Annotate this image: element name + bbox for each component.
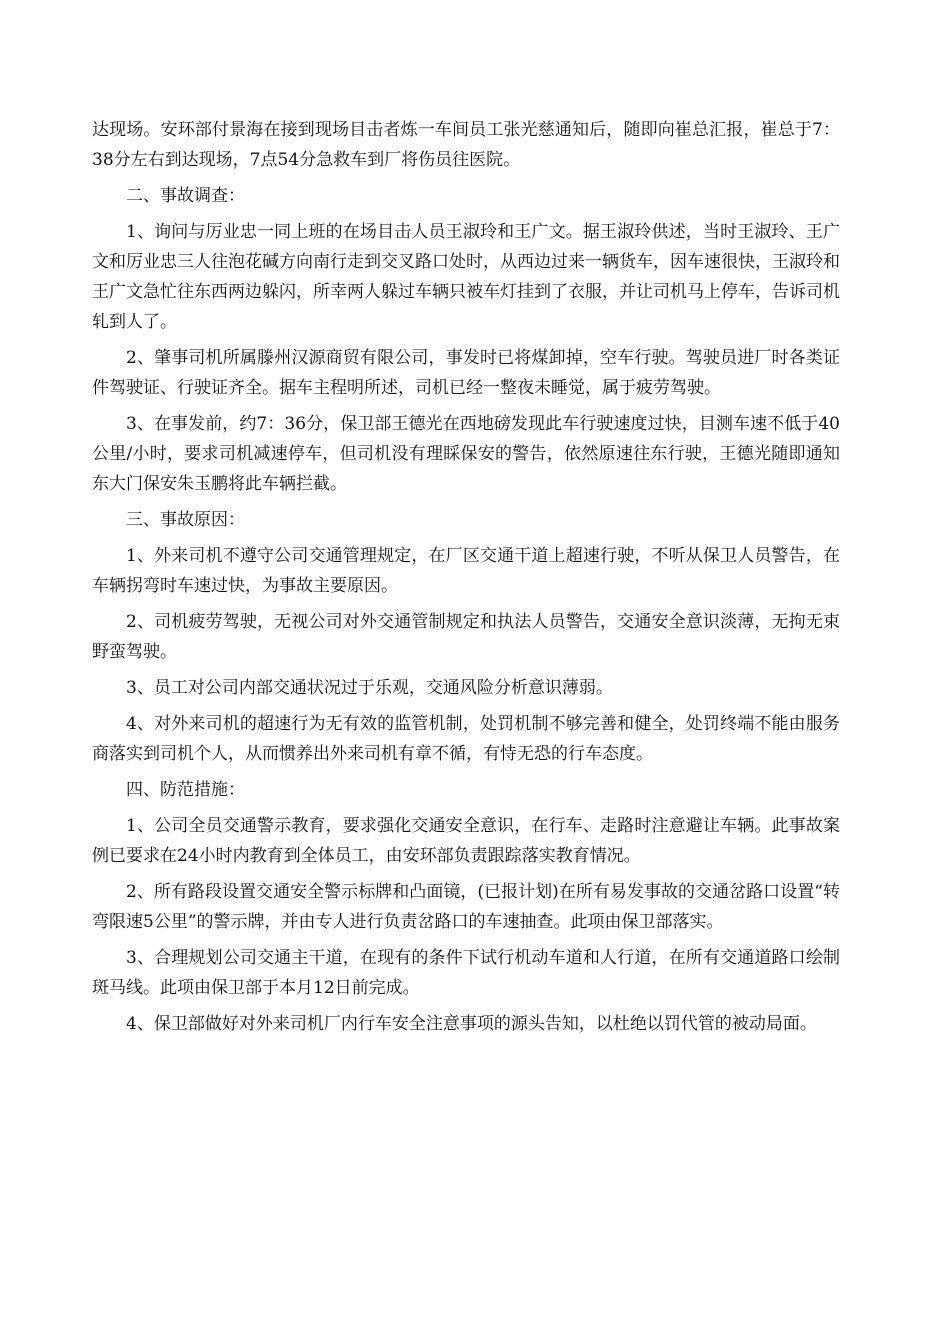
paragraph-continuation: 达现场。安环部付景海在接到现场目击者炼一车间员工张光慈通知后，随即向崔总汇报，崔总于7：38分左右到达现场，7点54分急救车到厂将伤员往医院。 [92,120,840,170]
section-heading-investigation: 二、事故调查： [126,186,245,206]
paragraph-cause-2: 2、司机疲劳驾驶，无视公司对外交通管制规定和执法人员警告，交通安全意识淡薄，无拘无束野蛮驾驶。 [92,612,840,662]
paragraph-prevention-2: 2、所有路段设置交通安全警示标牌和凸面镜，(已报计划)在所有易发事故的交通岔路口设置“转弯限速5公里”的警示牌，并由专人进行负责岔路口的车速抽查。此项由保卫部落实。 [92,882,840,932]
paragraph-cause-4: 4、对外来司机的超速行为无有效的监管机制，处罚机制不够完善和健全，处罚终端不能由服务商落实到司机个人，从而惯养出外来司机有章不循，有恃无恐的行车态度。 [92,714,840,764]
paragraph-investigation-1: 1、询问与厉业忠一同上班的在场目击人员王淑玲和王广文。据王淑玲供述，当时王淑玲、王广文和厉业忠三人往泡花碱方向南行走到交叉路口处时，从西边过来一辆货车，因车速很快，王淑玲和王广文急忙往东西两边躲闪，所幸两人躲过车辆只被车灯挂到了衣服，并让司机马上停车，告诉司机轧到人了。 [92,222,840,332]
paragraph-cause-1: 1、外来司机不遵守公司交通管理规定，在厂区交通干道上超速行驶，不听从保卫人员警告，在车辆拐弯时车速过快，为事故主要原因。 [92,546,840,596]
document-body [92,115,840,1045]
paragraph-investigation-2: 2、肇事司机所属滕州汉源商贸有限公司，事发时已将煤卸掉，空车行驶。驾驶员进厂时各类证件驾驶证、行驶证齐全。据车主程明所述，司机已经一整夜未睡觉，属于疲劳驾驶。 [92,348,840,398]
paragraph-prevention-1: 1、公司全员交通警示教育，要求强化交通安全意识，在行车、走路时注意避让车辆。此事故案例已要求在24小时内教育到全体员工，由安环部负责跟踪落实教育情况。 [92,816,840,866]
paragraph-prevention-3: 3、合理规划公司交通主干道，在现有的条件下试行机动车道和人行道，在所有交通道路口绘制斑马线。此项由保卫部于本月12日前完成。 [92,948,840,998]
paragraph-investigation-3: 3、在事发前，约7：36分，保卫部王德光在西地磅发现此车行驶速度过快，目测车速不低于40公里/小时，要求司机减速停车，但司机没有理睬保安的警告，依然原速往东行驶，王德光随即通知东大门保安朱玉鹏将此车辆拦截。 [92,414,840,494]
paragraph-cause-3: 3、员工对公司内部交通状况过于乐观，交通风险分析意识薄弱。 [126,678,613,698]
section-heading-causes: 三、事故原因： [126,510,245,530]
section-heading-prevention: 四、防范措施： [126,780,245,800]
paragraph-prevention-4: 4、保卫部做好对外来司机厂内行车安全注意事项的源头告知，以杜绝以罚代管的被动局面。 [126,1014,817,1034]
